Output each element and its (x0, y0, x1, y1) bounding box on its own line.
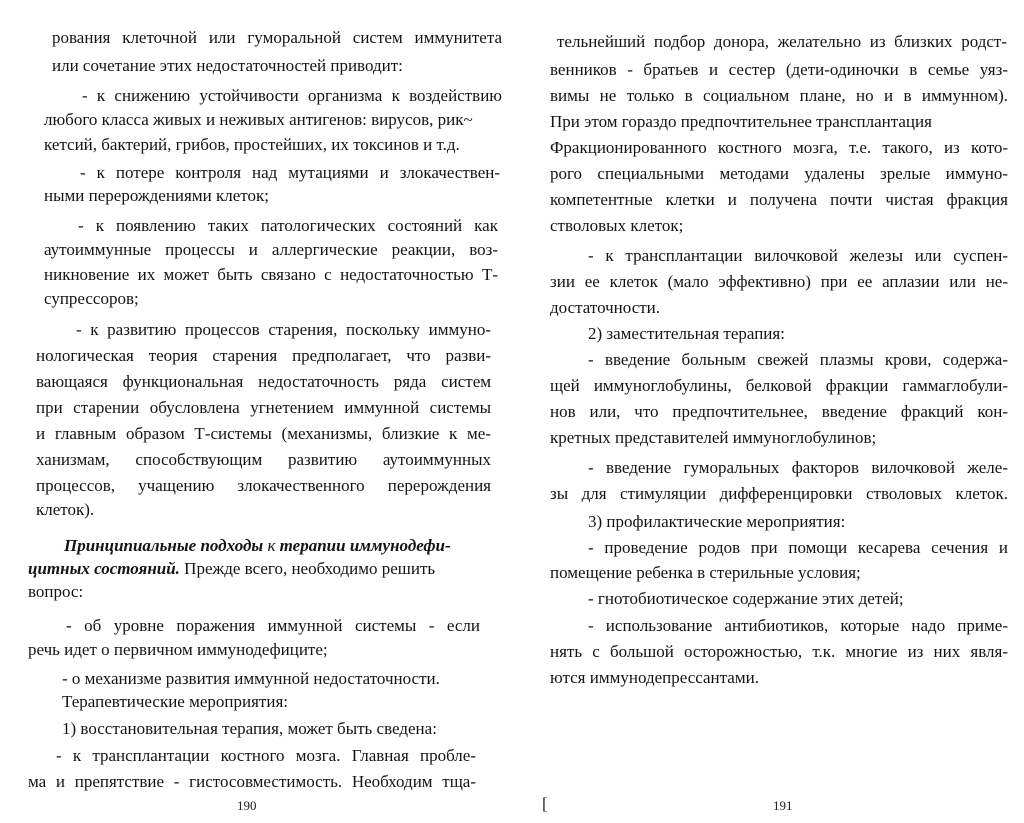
text-line: - к потере контроля над мутациями и злокачествен- (80, 163, 500, 182)
text-line: помещение ребенка в стерильные условия; (550, 563, 861, 582)
text-line: 2) заместительная терапия: (588, 324, 785, 343)
text-line: нять с большой осторожностью, т.к. многие из них явля- (550, 642, 1008, 661)
text-line: - к появлению таких патологических состояний как (78, 216, 498, 235)
text-line: - проведение родов при помощи кесарева сечения и (588, 538, 1008, 557)
text-line: При этом гораздо предпочтительнее трансплантация (550, 112, 932, 131)
text-line: и главным образом Т-системы (механизмы, близкие к ме- (36, 424, 491, 443)
text-line: тельнейший подбор донора, желательно из близких родст- (557, 32, 1007, 51)
heading-bold: терапии иммунодефи- (279, 536, 451, 555)
text-line: щей иммуноглобулины, белковой фракции гаммаглобули- (550, 376, 1008, 395)
heading-continuation (28, 559, 435, 579)
text-line: - к снижению устойчивости организма к воздействию (82, 86, 502, 105)
text-line: кетсий, бактерий, грибов, простейших, их токсинов и т.д. (44, 135, 460, 154)
text-line: при старении обусловлена угнетением иммунной системы (36, 398, 491, 417)
text-line: 3) профилактические мероприятия: (588, 512, 846, 531)
text-line: - использование антибиотиков, которые надо приме- (588, 616, 1008, 635)
text-line: - к трансплантации вилочковой железы или суспен- (588, 246, 1008, 265)
text-line: любого класса живых и неживых антигенов: вирусов, рик~ (44, 110, 473, 129)
text-line: супрессоров; (44, 289, 139, 308)
text-line: ма и препятствие - гистосовместимость. Необходим тща- (28, 772, 476, 791)
page-number: 190 (237, 798, 257, 813)
text-line: нов или, что предпочтительнее, введение фракций кон- (550, 402, 1008, 421)
text-line: клеток). (36, 500, 95, 519)
bracket-mark: [ (542, 794, 548, 813)
heading-bold: цитных состояний. (28, 559, 180, 578)
text-line: стволовых клеток; (550, 216, 684, 235)
text-line: рого специальными методами удалены зрелые иммуно- (550, 164, 1008, 183)
text-line: рования клеточной или гуморальной систем иммунитета (52, 28, 502, 47)
text-line: - к развитию процессов старения, поскольку иммуно- (76, 320, 491, 339)
text-line: или сочетание этих недостаточностей приводит: (52, 56, 403, 75)
text-line: ными перерождениями клеток; (44, 186, 269, 205)
text-line: - об уровне поражения иммунной системы - если (66, 616, 480, 635)
text-line: аутоиммунные процессы и аллергические реакции, воз- (44, 240, 498, 259)
text-line: - гнотобиотическое содержание этих детей; (588, 589, 904, 608)
text-line: вимы не только в социальном плане, но и в иммунном). (550, 86, 1008, 105)
text-line: вающаяся функциональная недостаточность ряда систем (36, 372, 491, 391)
text-line: зии ее клеток (мало эффективно) при ее аплазии или не- (550, 272, 1008, 291)
text-line: нологическая теория старения предполагает, что разви- (36, 346, 491, 365)
text-line: - введение гуморальных факторов вилочковой желе- (588, 458, 1008, 477)
text-line: Терапевтические мероприятия: (62, 692, 288, 711)
text-line: - введение больным свежей плазмы крови, содержа- (588, 350, 1008, 369)
text-line: Фракционированного костного мозга, т.е. такого, из кото- (550, 138, 1008, 157)
text-line: кретных представителей иммуноглобулинов; (550, 428, 877, 447)
text-line: ются иммунодепрессантами. (550, 668, 759, 687)
heading-rest: Прежде всего, необходимо решить (179, 559, 436, 578)
text-line: 1) восстановительная терапия, может быть сведена: (62, 719, 437, 738)
right-page (512, 0, 1024, 823)
text-line: венников - братьев и сестер (дети-одиночки в семье уяз- (550, 60, 1008, 79)
text-line: ханизмам, способствующим развитию аутоиммунных (36, 450, 491, 469)
text-line: вопрос: (28, 582, 84, 601)
text-line: речь идет о первичном иммунодефиците; (28, 640, 328, 659)
page-number: 191 (773, 798, 793, 813)
text-line: никновение их может быть связано с недостаточностью Т- (44, 265, 498, 284)
text-line: компетентные клетки и получена почти чистая фракция (550, 190, 1008, 209)
text-line: зы для стимуляции дифференцировки стволовых клеток. (550, 484, 1008, 503)
text-line: достаточности. (550, 298, 661, 317)
heading-connector: к (263, 536, 280, 555)
text-line: - к трансплантации костного мозга. Главная пробле- (56, 746, 476, 765)
text-line: процессов, учащению злокачественного перерождения (36, 476, 491, 495)
heading-bold: Принципиальные подходы (64, 536, 264, 555)
section-heading (64, 536, 451, 556)
text-line: - о механизме развития иммунной недостаточности. (62, 669, 440, 688)
